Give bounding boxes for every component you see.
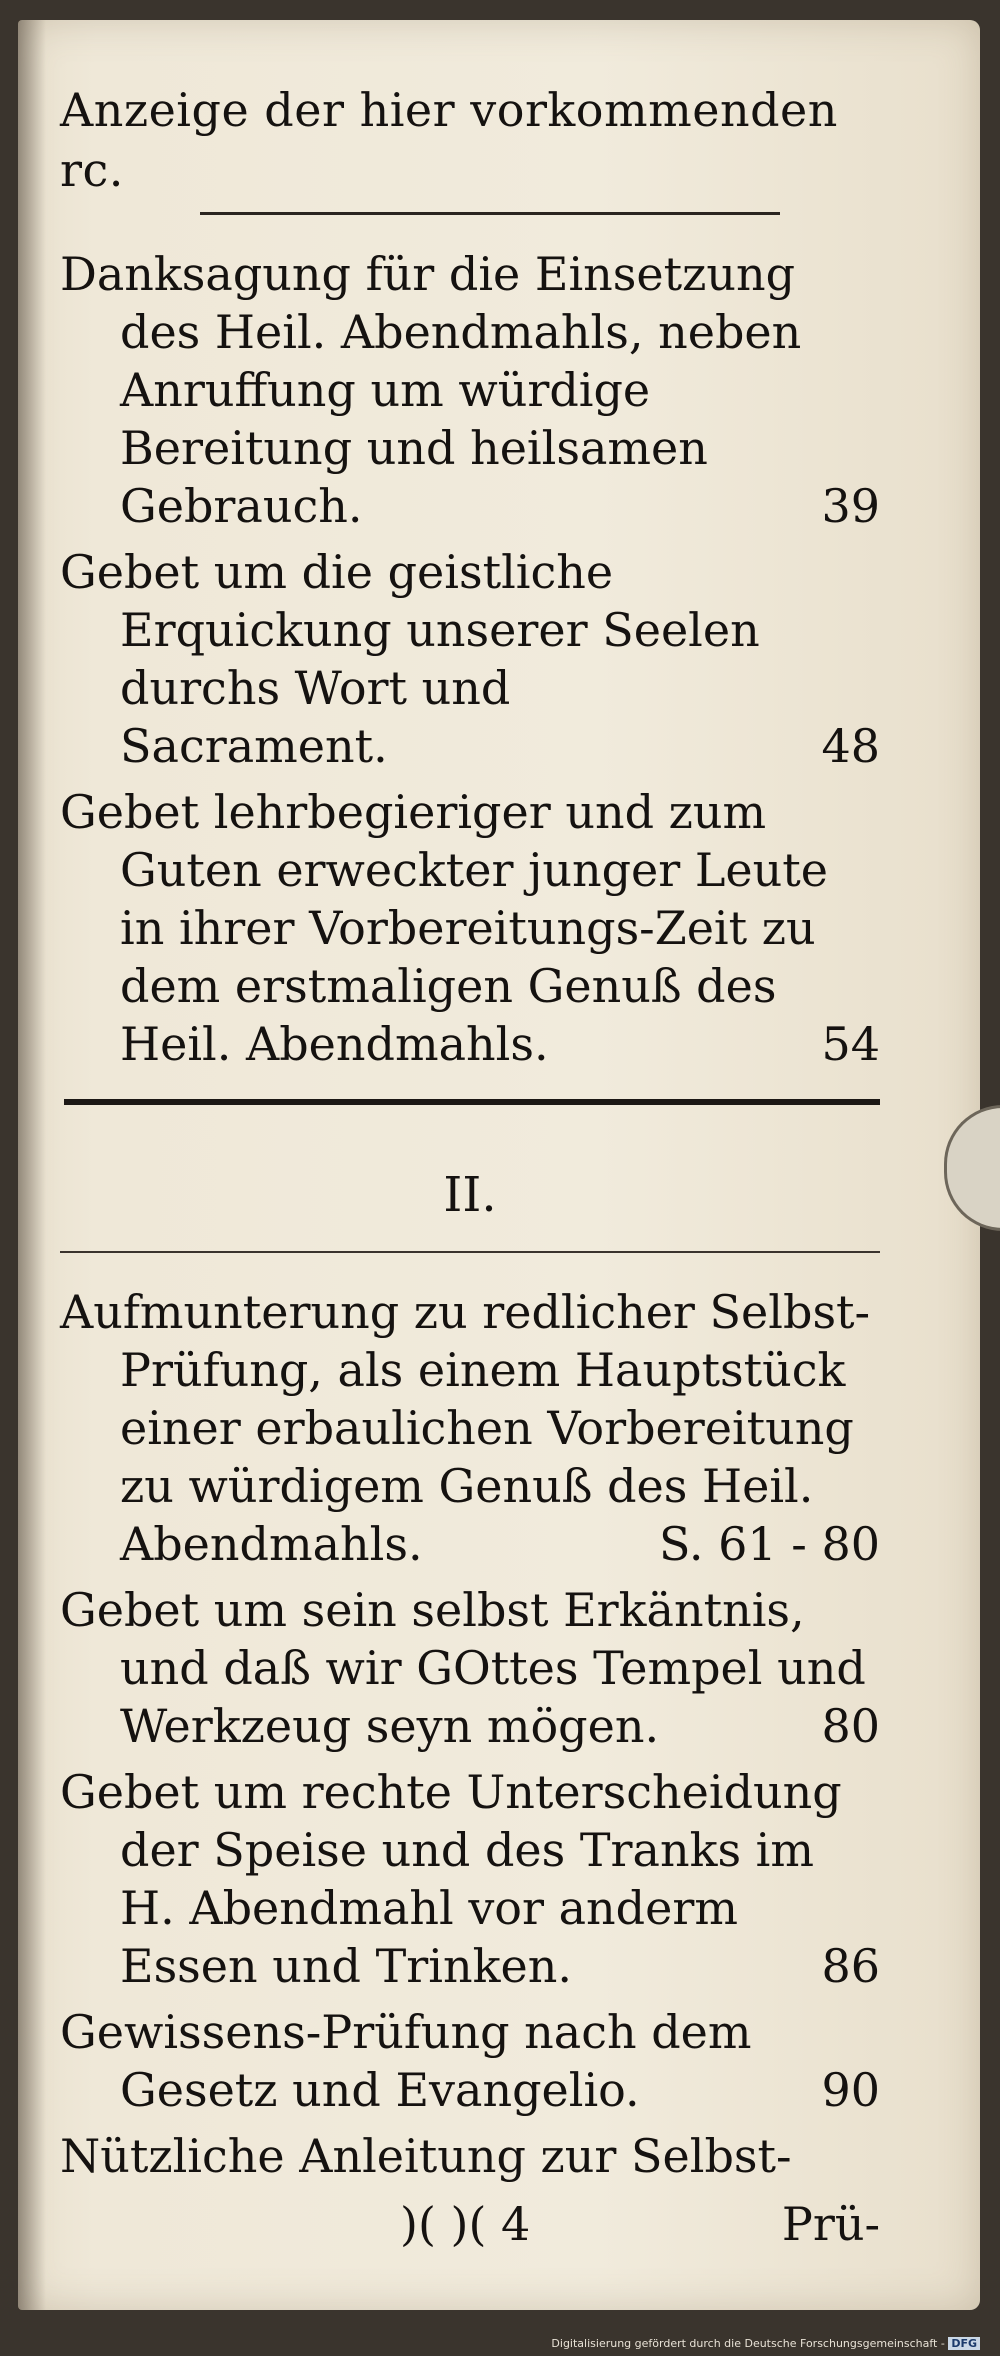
toc-entry xyxy=(60,543,880,775)
toc-entry-title: Danksagung für die Einsetzung des Heil. Abendmahls, neben Anruffung um würdige Bereitung und heilsamen Gebrauch. xyxy=(60,247,802,533)
toc-entry-title: Gebet lehrbegieriger und zum Guten erweckter junger Leute in ihrer Vorbereitungs-Zeit zu dem erstmaligen Genuß des Heil. Abendmahls. xyxy=(60,785,828,1071)
section-2-list xyxy=(60,1283,880,2185)
toc-entry xyxy=(60,245,880,535)
toc-entry-page: 54 xyxy=(821,1017,880,1071)
toc-entry-page: S. 61 - 80 xyxy=(659,1517,880,1571)
toc-entry xyxy=(60,1581,880,1755)
section-rule xyxy=(60,1251,880,1253)
digitization-credit xyxy=(0,2337,1000,2350)
toc-entry-title: Gewissens-Prüfung nach dem Gesetz und Evangelio. xyxy=(60,2005,752,2117)
section-1-list xyxy=(60,245,880,1073)
dfg-logo: DFG xyxy=(948,2337,980,2350)
toc-entry xyxy=(60,1283,880,1573)
running-header: Anzeige der hier vorkommenden rc. xyxy=(60,83,838,197)
toc-entry xyxy=(60,1763,880,1995)
section-numeral: II. xyxy=(443,1167,497,1223)
toc-entry xyxy=(60,783,880,1073)
catchword: Prü- xyxy=(781,2197,880,2251)
toc-entry xyxy=(60,2003,880,2119)
toc-entry-title: Gebet um sein selbst Erkäntnis, und daß wir GOttes Tempel und Werkzeug seyn mögen. xyxy=(60,1583,866,1753)
toc-entry-title: Nützliche Anleitung zur Selbst- xyxy=(60,2129,792,2183)
toc-entry-title: Gebet um rechte Unterscheidung der Speise und des Tranks im H. Abendmahl vor anderm Essen und Trinken. xyxy=(60,1765,842,1993)
spine-shadow xyxy=(18,20,46,2310)
toc-entry-page: 48 xyxy=(821,719,880,773)
toc-entry-continued xyxy=(60,2127,880,2185)
page-content xyxy=(60,80,880,2265)
toc-entry-page: 86 xyxy=(821,1939,880,1993)
signature-mark: )( )( 4 xyxy=(400,2197,531,2251)
section-divider xyxy=(64,1099,880,1105)
toc-entry-title: Aufmunterung zu redlicher Selbst-Prüfung, als einem Hauptstück einer erbaulichen Vorbereitung zu würdigem Genuß des Heil. Abendmahls. xyxy=(60,1285,871,1571)
toc-entry-page: 90 xyxy=(821,2063,880,2117)
toc-entry-title: Gebet um die geistliche Erquickung unserer Seelen durchs Wort und Sacrament. xyxy=(60,545,760,773)
credit-text: Digitalisierung gefördert durch die Deutsche Forschungsgemeinschaft - xyxy=(551,2337,945,2350)
toc-entry-page: 39 xyxy=(821,479,880,533)
toc-entry-page: 80 xyxy=(821,1699,880,1753)
page-foot xyxy=(60,2195,880,2265)
header-rule xyxy=(200,212,780,215)
